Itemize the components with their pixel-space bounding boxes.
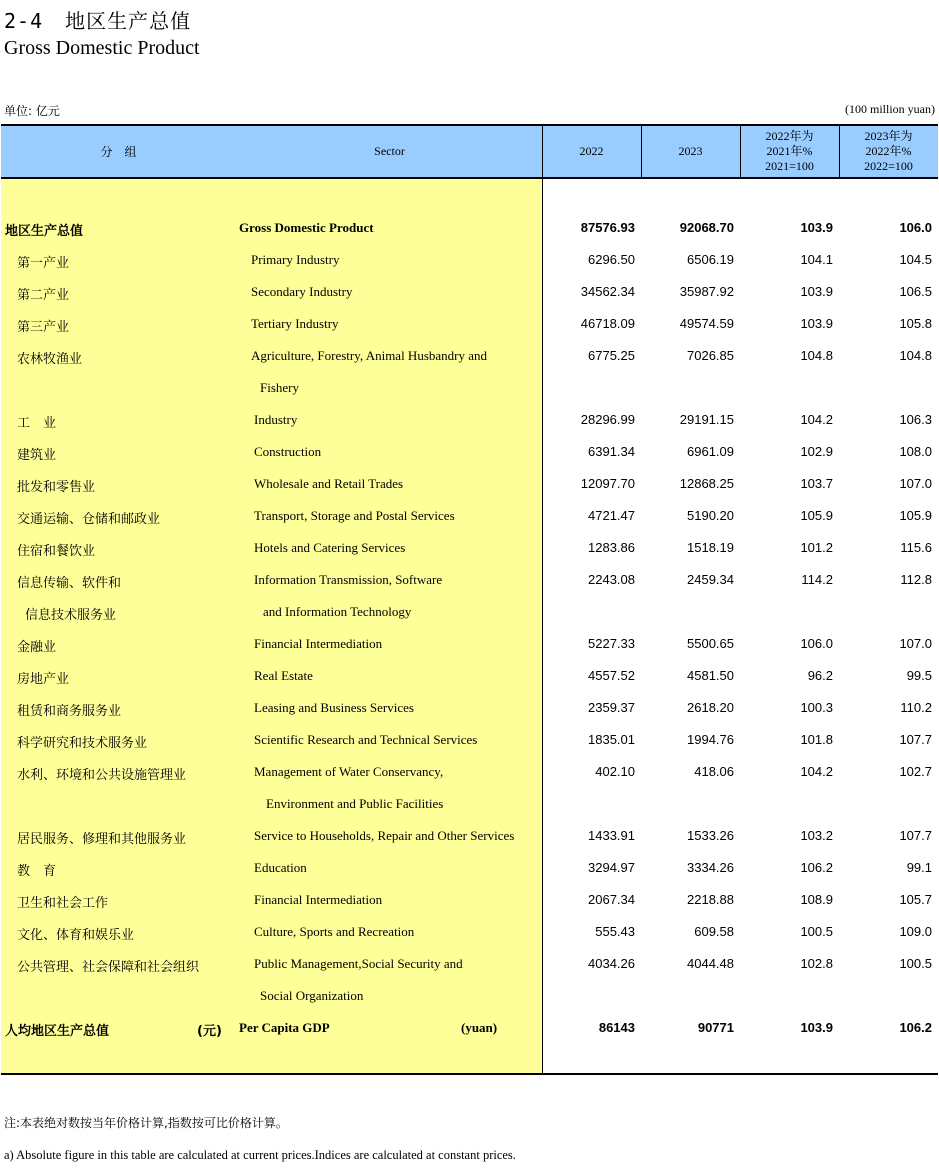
row-label-cn: 房地产业 <box>17 672 70 687</box>
table-row <box>0 884 939 916</box>
value-2023: 418.06 <box>694 764 734 779</box>
index-2022: 104.8 <box>800 348 833 363</box>
table-row <box>0 596 939 628</box>
row-label-en: Hotels and Catering Services <box>254 540 406 555</box>
index-2023: 105.8 <box>899 316 932 331</box>
index-2022: 105.9 <box>800 508 833 523</box>
header-index-2023 <box>839 126 938 177</box>
value-2023: 49574.59 <box>679 316 734 331</box>
index-2023: 99.5 <box>906 668 932 683</box>
value-2022: 2243.08 <box>588 572 635 587</box>
index-2022: 103.9 <box>800 284 833 299</box>
value-2023: 1994.76 <box>687 732 734 747</box>
row-label-en: Agriculture, Forestry, Animal Husbandry and <box>251 348 487 363</box>
value-2023: 3334.26 <box>687 860 734 875</box>
footnote-cn: 注:本表绝对数按当年价格计算,指数按可比价格计算。 <box>4 1116 288 1130</box>
value-2023: 5190.20 <box>687 508 734 523</box>
index-2022: 103.7 <box>800 476 833 491</box>
table-row <box>0 564 939 596</box>
row-label-en: Industry <box>254 412 298 427</box>
row-label-cn: 农林牧渔业 <box>17 352 83 367</box>
value-2023: 92068.70 <box>679 220 734 235</box>
value-2022: 4557.52 <box>588 668 635 683</box>
value-2022: 1433.91 <box>588 828 635 843</box>
index-2023: 104.5 <box>899 252 932 267</box>
row-label-en: Per Capita GDP <box>239 1020 330 1035</box>
table-row <box>0 340 939 372</box>
row-label-cn: 人均地区生产总值 <box>5 1024 110 1039</box>
row-label-en: Secondary Industry <box>251 284 353 299</box>
row-label-en: Information Transmission, Software <box>254 572 443 587</box>
index-2023: 106.0 <box>899 220 932 235</box>
table-row <box>0 916 939 948</box>
row-label-en: Financial Intermediation <box>254 636 383 651</box>
row-label-cn: 公共管理、社会保障和社会组织 <box>17 960 200 975</box>
row-label-cn: 信息技术服务业 <box>25 608 117 623</box>
value-2022: 1835.01 <box>588 732 635 747</box>
row-label-cn: 第三产业 <box>17 320 70 335</box>
index-2023: 100.5 <box>899 956 932 971</box>
title-cn-text: 地区生产总值 <box>65 9 192 33</box>
row-label-en: Education <box>254 860 307 875</box>
index-2023: 110.2 <box>900 700 932 715</box>
header-index-2022 <box>740 126 839 177</box>
column-divider <box>740 124 741 179</box>
header-group: 分 组 <box>100 145 137 159</box>
index-2022: 103.2 <box>800 828 833 843</box>
value-2023: 4581.50 <box>687 668 734 683</box>
table-row <box>0 532 939 564</box>
index-2023: 102.7 <box>899 764 932 779</box>
table-row <box>0 980 939 1012</box>
table-row <box>0 212 939 244</box>
value-2023: 5500.65 <box>687 636 734 651</box>
header-2023: 2023 <box>678 144 703 158</box>
value-2022: 28296.99 <box>580 412 635 427</box>
row-label-cn: 科学研究和技术服务业 <box>17 736 148 751</box>
row-label-cn: 工 业 <box>17 416 57 431</box>
index-2022: 103.9 <box>800 220 833 235</box>
column-divider <box>839 124 840 179</box>
value-2022: 87576.93 <box>580 220 635 235</box>
table-row <box>0 308 939 340</box>
row-label-en: and Information Technology <box>263 604 412 619</box>
value-2022: 2067.34 <box>588 892 635 907</box>
row-label-en: Tertiary Industry <box>251 316 339 331</box>
index-2023: 107.0 <box>899 636 932 651</box>
index-2022: 104.2 <box>800 412 833 427</box>
value-2022: 4034.26 <box>588 956 635 971</box>
row-label-cn: 居民服务、修理和其他服务业 <box>17 832 187 847</box>
index-2022: 101.8 <box>800 732 833 747</box>
index-2023: 109.0 <box>899 924 932 939</box>
value-2023: 35987.92 <box>679 284 734 299</box>
value-2022: 2359.37 <box>588 700 635 715</box>
row-label-en: Gross Domestic Product <box>239 220 374 235</box>
table-bottom-rule <box>1 1073 938 1075</box>
index-2022: 106.2 <box>800 860 833 875</box>
index-2023: 115.6 <box>900 540 932 555</box>
index-2022: 101.2 <box>800 540 833 555</box>
index-2023: 105.7 <box>899 892 932 907</box>
value-2023: 609.58 <box>694 924 734 939</box>
value-2023: 6961.09 <box>687 444 734 459</box>
row-label-en: Leasing and Business Services <box>254 700 414 715</box>
page-title-cn <box>4 5 191 34</box>
value-2023: 2459.34 <box>687 572 734 587</box>
index-2022: 103.9 <box>800 316 833 331</box>
table-row <box>0 692 939 724</box>
value-2022: 12097.70 <box>580 476 635 491</box>
footnote-en: a) Absolute figure in this table are calculated at current prices.Indices are calculated at constant prices. <box>4 1148 516 1162</box>
table-row <box>0 820 939 852</box>
index-2023: 107.7 <box>899 732 932 747</box>
index-2023: 106.5 <box>899 284 932 299</box>
table-row <box>0 628 939 660</box>
row-label-cn: 教 育 <box>17 864 57 879</box>
value-2022: 34562.34 <box>580 284 635 299</box>
table-row-per-capita <box>0 1012 939 1044</box>
row-label-en: Scientific Research and Technical Services <box>254 732 478 747</box>
index-2023: 107.0 <box>899 476 932 491</box>
row-label-cn: 文化、体育和娱乐业 <box>17 928 135 943</box>
header-index-2023-line1: 2023年为 <box>864 129 913 143</box>
header-index-2022-line2: 2021年% <box>766 144 813 158</box>
header-index-2022-line3: 2021=100 <box>765 159 814 173</box>
row-label-cn: 住宿和餐饮业 <box>17 544 96 559</box>
row-label-cn: 第一产业 <box>17 256 70 271</box>
table-row <box>0 500 939 532</box>
value-2022: 5227.33 <box>588 636 635 651</box>
value-2023: 12868.25 <box>679 476 734 491</box>
row-label-en: Real Estate <box>254 668 313 683</box>
index-2022: 103.9 <box>800 1020 833 1035</box>
table-row <box>0 660 939 692</box>
row-label-cn: 卫生和社会工作 <box>17 896 109 911</box>
row-label-en: Fishery <box>260 380 299 395</box>
header-index-2023-line2: 2022年% <box>865 144 912 158</box>
index-2022: 104.2 <box>800 764 833 779</box>
row-label-en: Financial Intermediation <box>254 892 383 907</box>
row-label-en: Environment and Public Facilities <box>266 796 444 811</box>
value-2022: 86143 <box>598 1020 635 1035</box>
index-2022: 102.8 <box>800 956 833 971</box>
row-label-en: Primary Industry <box>251 252 340 267</box>
index-2022: 106.0 <box>800 636 833 651</box>
page-title-en: Gross Domestic Product <box>4 37 200 59</box>
row-label-en: Management of Water Conservancy, <box>254 764 444 779</box>
value-2023: 6506.19 <box>687 252 734 267</box>
value-2023: 7026.85 <box>687 348 734 363</box>
row-label-cn: 租赁和商务服务业 <box>17 704 122 719</box>
value-2022: 6775.25 <box>588 348 635 363</box>
index-2022: 102.9 <box>800 444 833 459</box>
value-2023: 1518.19 <box>687 540 734 555</box>
row-label-en: Wholesale and Retail Trades <box>254 476 404 491</box>
row-unit-en: (yuan) <box>461 1020 498 1035</box>
index-2023: 112.8 <box>900 572 932 587</box>
row-label-cn: 建筑业 <box>17 448 57 463</box>
table-row <box>0 852 939 884</box>
value-2023: 4044.48 <box>687 956 734 971</box>
value-2022: 6391.34 <box>588 444 635 459</box>
value-2023: 2618.20 <box>687 700 734 715</box>
row-label-en: Social Organization <box>260 988 364 1003</box>
table-row <box>0 436 939 468</box>
index-2023: 106.2 <box>899 1020 932 1035</box>
row-label-en: Service to Households, Repair and Other Services <box>254 828 515 843</box>
table-row <box>0 468 939 500</box>
row-label-cn: 信息传输、软件和 <box>17 576 122 591</box>
table-row <box>0 244 939 276</box>
index-2022: 104.1 <box>800 252 833 267</box>
row-label-cn: 地区生产总值 <box>5 224 84 239</box>
row-label-en: Construction <box>254 444 322 459</box>
table-row <box>0 756 939 788</box>
header-index-2023-line3: 2022=100 <box>864 159 913 173</box>
table-number: 2-4 <box>4 9 44 33</box>
column-divider <box>641 124 642 179</box>
value-2022: 3294.97 <box>588 860 635 875</box>
value-2022: 555.43 <box>595 924 635 939</box>
header-sector: Sector <box>374 144 405 158</box>
value-2022: 1283.86 <box>588 540 635 555</box>
index-2022: 114.2 <box>801 572 833 587</box>
unit-label-cn: 单位: 亿元 <box>4 104 60 118</box>
value-2022: 402.10 <box>595 764 635 779</box>
index-2023: 106.3 <box>899 412 932 427</box>
index-2023: 108.0 <box>899 444 932 459</box>
unit-label-en: (100 million yuan) <box>845 102 935 116</box>
value-2022: 6296.50 <box>588 252 635 267</box>
index-2023: 99.1 <box>906 860 932 875</box>
index-2023: 105.9 <box>899 508 932 523</box>
row-label-cn: 交通运输、仓储和邮政业 <box>17 512 161 527</box>
row-unit-cn: (元) <box>197 1024 222 1039</box>
header-2022: 2022 <box>579 144 604 158</box>
table-row <box>0 276 939 308</box>
value-2022: 4721.47 <box>588 508 635 523</box>
index-2022: 100.3 <box>800 700 833 715</box>
table-row <box>0 948 939 980</box>
value-2023: 90771 <box>697 1020 734 1035</box>
row-label-en: Culture, Sports and Recreation <box>254 924 415 939</box>
table-row <box>0 724 939 756</box>
value-2023: 29191.15 <box>679 412 734 427</box>
row-label-en: Transport, Storage and Postal Services <box>254 508 455 523</box>
index-2022: 96.2 <box>807 668 833 683</box>
table-row <box>0 404 939 436</box>
table-row <box>0 372 939 404</box>
table-row <box>0 788 939 820</box>
row-label-cn: 水利、环境和公共设施管理业 <box>17 768 187 783</box>
table-header <box>1 124 938 179</box>
value-2023: 2218.88 <box>687 892 734 907</box>
value-2022: 46718.09 <box>580 316 635 331</box>
row-label-cn: 第二产业 <box>17 288 70 303</box>
index-2023: 107.7 <box>899 828 932 843</box>
row-label-cn: 批发和零售业 <box>17 480 96 495</box>
value-2023: 1533.26 <box>687 828 734 843</box>
index-2023: 104.8 <box>899 348 932 363</box>
index-2022: 100.5 <box>800 924 833 939</box>
index-2022: 108.9 <box>800 892 833 907</box>
header-index-2022-line1: 2022年为 <box>765 129 814 143</box>
row-label-en: Public Management,Social Security and <box>254 956 463 971</box>
row-label-cn: 金融业 <box>17 640 57 655</box>
